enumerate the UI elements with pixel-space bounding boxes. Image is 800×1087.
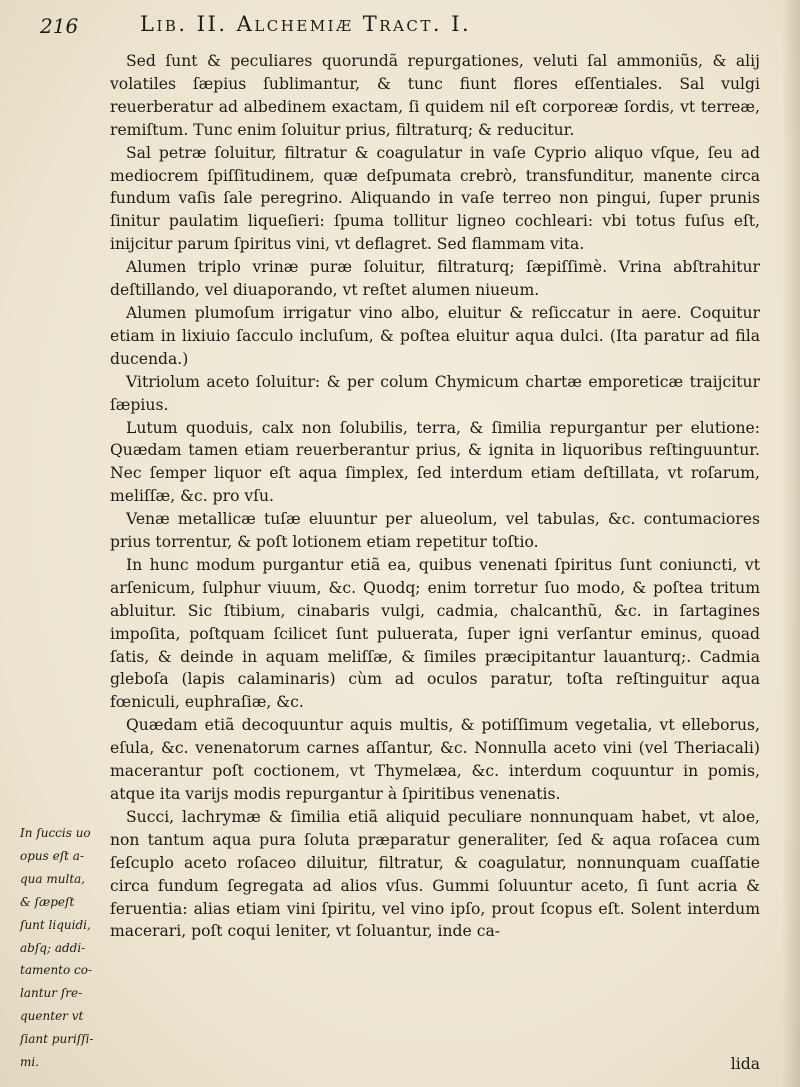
paragraph: Sal petræ ſoluitur, filtratur & coagulatur in vaſe Cyprio aliquo vſque, ſeu ad mediocrem ſpiſſitudinem, quæ deſpumata crebrò, transfunditur, manente circa fundum vaſis ſale peregrino. Aliquando in vaſe terreo non pingui, ſuper prunis ſinitur paulatim liqueſieri: ſpuma tollitur ligneo cochleari: vbi totus fuſus eſt, inijcitur parum ſpiritus vini, vt deflagret. Sed flammam vita. [110, 143, 760, 254]
page-edge-shadow [782, 0, 800, 1087]
paragraph: In hunc modum purgantur etiã ea, quibus venenati ſpiritus ſunt coniuncti, vt arſenicum, ſulphur viuum, &c. Quodq; enim torretur ſuo modo, & poſtea tritum abluitur. Sic ſtibium, cinabaris vulgi, cadmia, chalcanthũ, &c. in ſartagines impoſita, poſtquam ſcilicet ſunt puluerata, ſuper igni verſantur eminus, quoad ſatis, & deinde in aquam meliſſæ, & ſimiles præcipitantur lauanturq;. Cadmia gleboſa (lapis calaminaris) cùm ad oculos paratur, toſta reſtinguitur aqua fœniculi, euphraſiæ, &c. [110, 555, 760, 712]
paragraph: Alumen plumoſum irrigatur vino albo, eluitur & reſiccatur in aere. Coquitur etiam in lixiuio ſacculo incluſum, & poſtea eluitur aqua dulci. (Ita paratur ad fila ducenda.) [110, 303, 760, 368]
paragraph: Sed ſunt & peculiares quorundã repurgationes, veluti ſal ammoniũs, & alij volatiles ſæpius ſublimantur, & tunc fiunt flores eſſentiales. Sal vulgi reuerberatur ad albedinem exactam, ſi quidem nil eſt corporeæ ſordis, vt terreæ, remiſtum. Tunc enim ſoluitur prius, filtraturq; & reducitur. [110, 52, 760, 139]
paragraph: Alumen triplo vrinæ puræ ſoluitur, filtraturq; ſæpiſſimè. Vrina abſtrahitur deſtillando, vel diuaporando, vt reſtet alumen niueum. [110, 258, 760, 300]
main-text [110, 50, 760, 943]
margin-note-line: In ſuccis uo [20, 826, 91, 840]
margin-note-line: opus eſt a- [20, 848, 84, 863]
catchword: lida [730, 1055, 760, 1073]
margin-note-line: qua multa, [20, 871, 86, 886]
paragraph: Quædam etiã decoquuntur aquis multis, & potiſſimum vegetalia, vt elleborus, eſula, &c. venenatorum carnes aſſantur, &c. Nonnulla aceto vini (vel Theriacali) macerantur poſt coctionem, vt Thymelæa, &c. interdum coquuntur in pomis, atque ita varijs modis repurgantur à ſpiritibus venenatis. [110, 716, 760, 803]
margin-note-line: ſiant puriſſi- [20, 1032, 94, 1047]
margin-note-line: lantur ſre- [20, 986, 83, 1001]
paragraph: Venæ metallicæ tuſæ eluuntur per alueolum, vel tabulas, &c. contumaciores prius torrentur, & poſt lotionem etiam repetitur toſtio. [110, 510, 760, 552]
page-number: 216 [40, 14, 79, 38]
page-header [40, 12, 730, 44]
paragraph: Lutum quoduis, calx non ſolubilis, terra, & ſimilia repurgantur per elutione: Quædam tamen etiam reuerberantur prius, & ignita in liquoribus reſtinguuntur. Nec ſemper liquor eſt aqua ſimplex, ſed interdum etiam deſtillata, vt roſarum, meliſſæ, &c. pro vſu. [110, 418, 760, 506]
paragraph: Vitriolum aceto ſoluitur: & per colum Chymicum chartæ emporeticæ traijcitur ſæpius. [110, 372, 760, 414]
running-head: Lib. II. Alchemiæ Tract. I. [140, 12, 472, 36]
paragraph: Succi, lachrymæ & ſimilia etiã aliquid peculiare nonnunquam habet, vt aloe, non tantum aqua pura ſoluta præparatur generaliter, ſed & aqua roſacea cum ſeſcuplo aceto roſaceo diluitur, filtratur, & coagulatur, nonnunquam cuaſſatie circa fundum ſegregata ad alios vſus. Gummi ſoluuntur aceto, ſi ſunt acria & feruentia: alias etiam vini ſpiritu, vel vino ipſo, prout ſcopus eſt. Solent interdum macerari, poſt coqui leniter, vt ſoluantur, inde ca- [110, 807, 760, 941]
margin-note-line: abſq; addi- [20, 940, 86, 955]
margin-note-line: ſunt liquidi, [20, 917, 91, 932]
margin-note-line: tamento co- [20, 963, 93, 978]
margin-note-line: mi. [20, 1055, 40, 1070]
margin-note [20, 822, 106, 1074]
margin-note-line: & ſæpeſt [20, 894, 75, 909]
margin-note-line: quenter vt [20, 1009, 84, 1024]
